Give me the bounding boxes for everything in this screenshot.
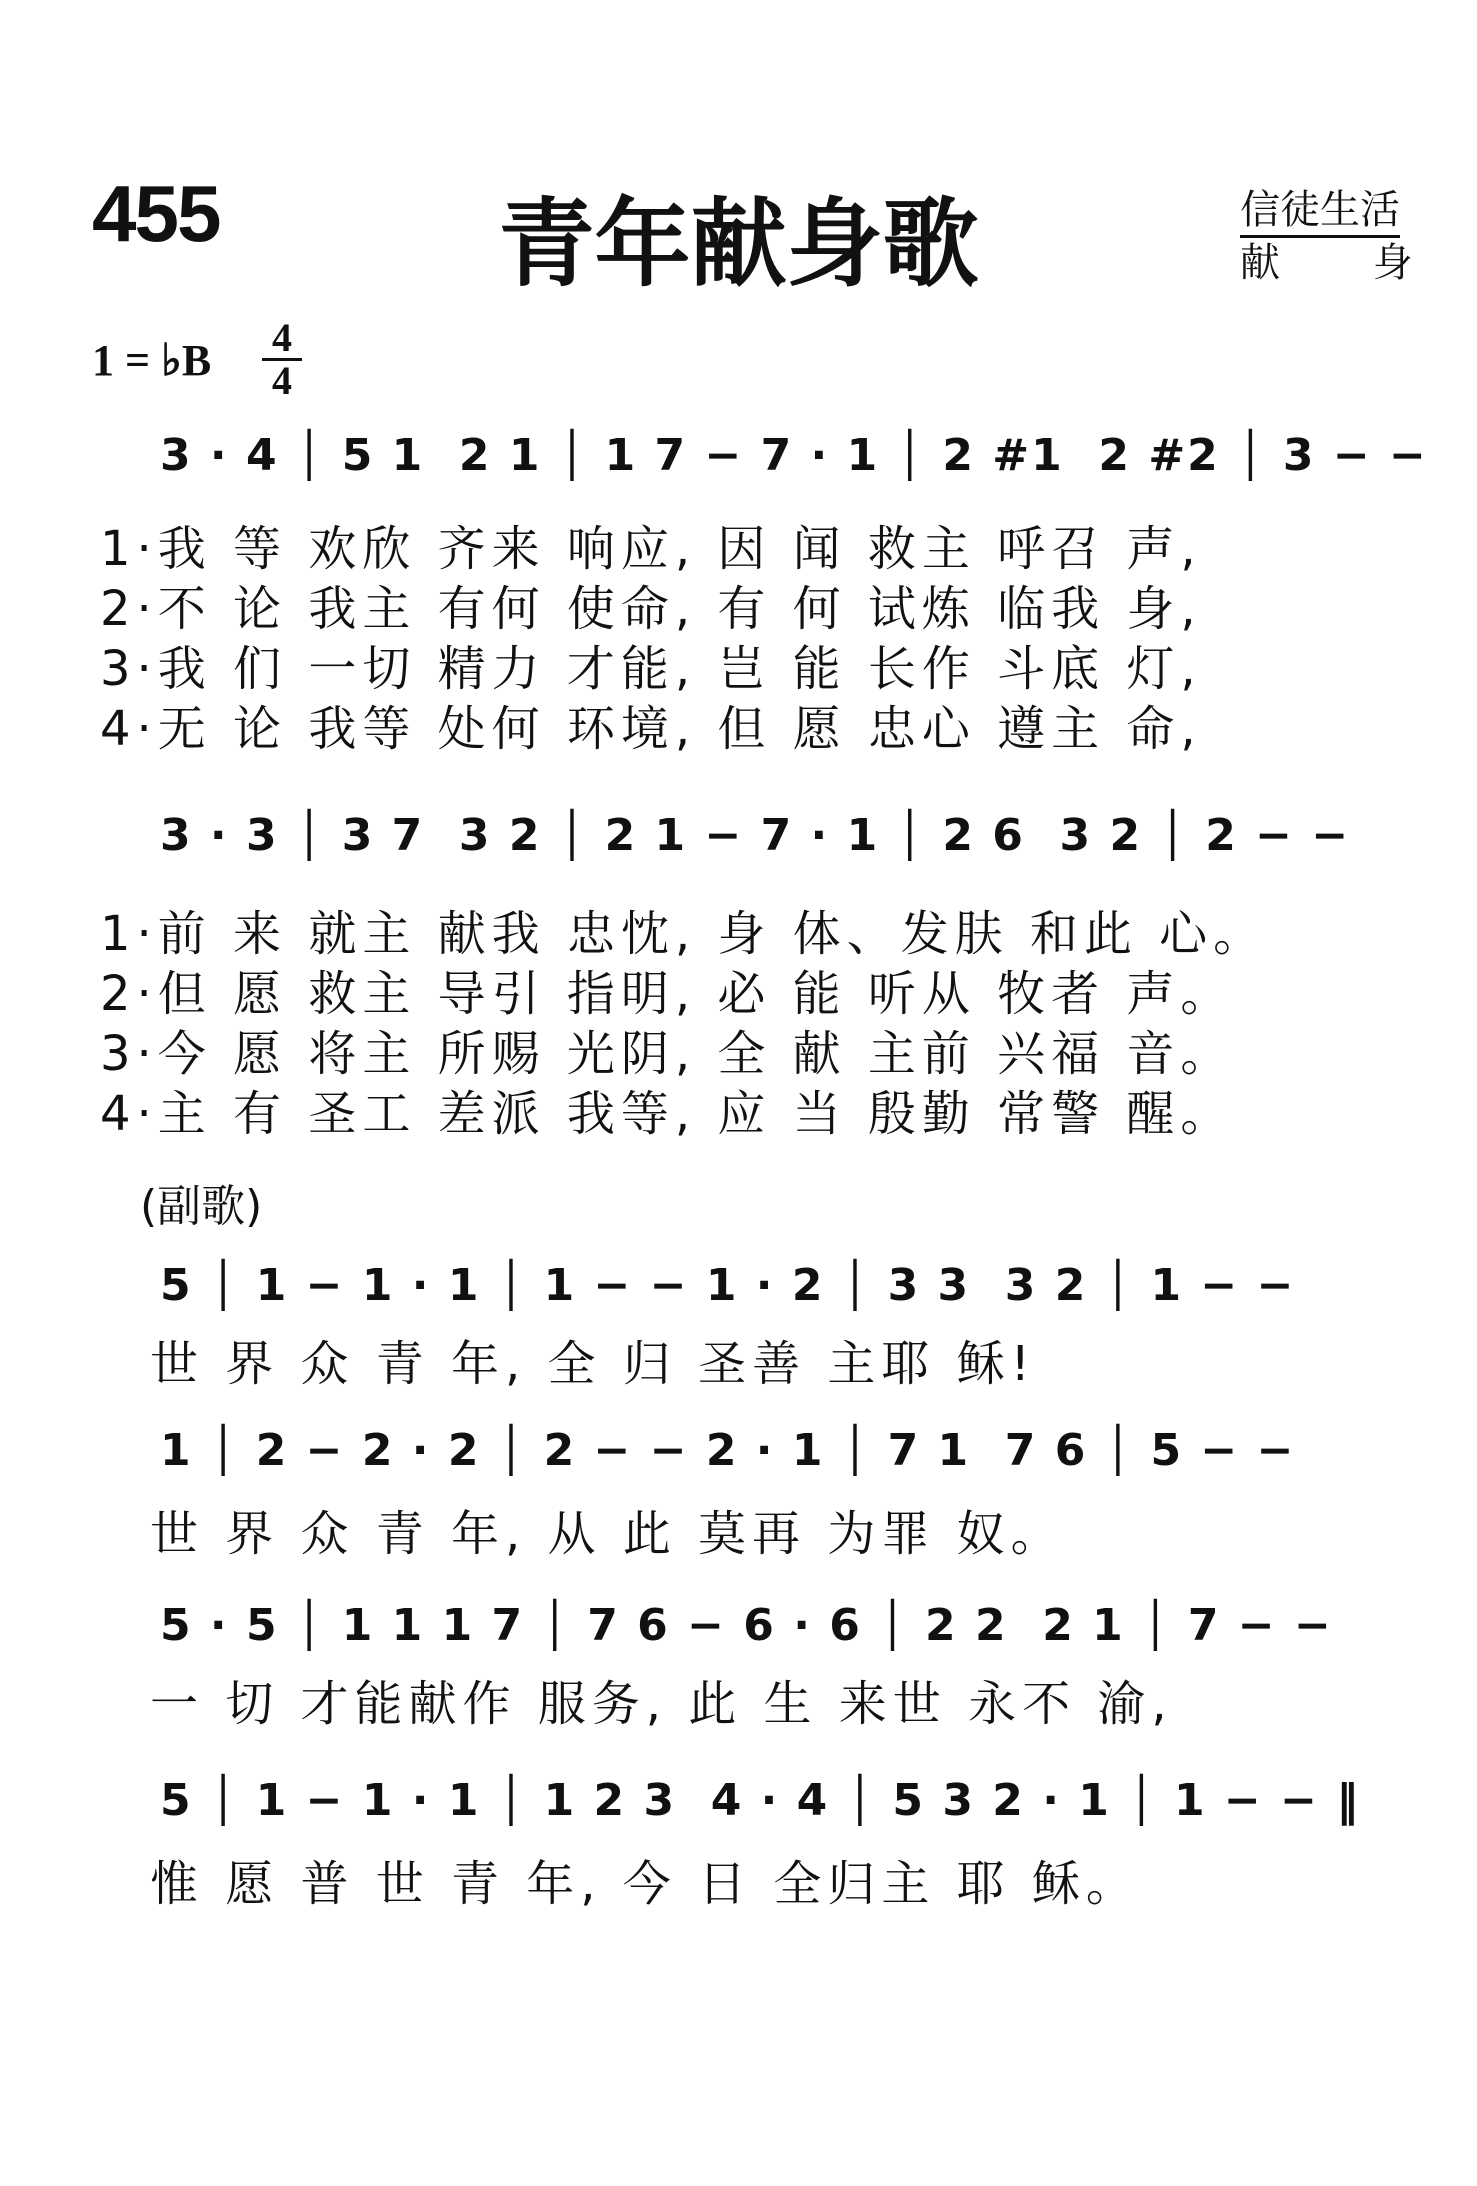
notes-line: 3 · 3 │ 3 7 3 2 │ 2 1 − 7 · 1 │ 2 6 3 2 │ 2 − − bbox=[160, 810, 1351, 861]
lyric-line: 世 界 众 青 年, 全 归 圣善 主耶 稣! bbox=[150, 1336, 1036, 1392]
category-line2: 献 身 bbox=[1240, 240, 1453, 286]
lyric-line: 2·但 愿 救主 导引 指明, 必 能 听从 牧者 声。 bbox=[100, 966, 1235, 1022]
category-line1: 信徒生活 bbox=[1240, 185, 1400, 238]
notes-line: 3 · 4 │ 5 1 2 1 │ 1 7 − 7 · 1 │ 2 #1 2 #2 │ 3 − − bbox=[160, 430, 1428, 481]
lyric-line: 4·主 有 圣工 差派 我等, 应 当 殷勤 常警 醒。 bbox=[100, 1086, 1235, 1142]
lyric-line: 惟 愿 普 世 青 年, 今 日 全归主 耶 稣。 bbox=[150, 1856, 1140, 1912]
time-bottom: 4 bbox=[262, 358, 302, 401]
lyric-line: 3·我 们 一切 精力 才能, 岂 能 长作 斗底 灯, bbox=[100, 641, 1202, 697]
notes-line: 5 │ 1 − 1 · 1 │ 1 2 3 4 · 4 │ 5 3 2 · 1 │ 1 − − ‖ bbox=[160, 1775, 1361, 1826]
key-signature: 1 = ♭B bbox=[92, 336, 212, 385]
page-title: 青年献身歌 bbox=[498, 188, 979, 300]
notes-line: 5 │ 1 − 1 · 1 │ 1 − − 1 · 2 │ 3 3 3 2 │ 1 − − bbox=[160, 1260, 1296, 1311]
notes-line: 1 │ 2 − 2 · 2 │ 2 − − 2 · 1 │ 7 1 7 6 │ 5 − − bbox=[160, 1425, 1296, 1476]
lyric-line: 4·无 论 我等 处何 环境, 但 愿 忠心 遵主 命, bbox=[100, 701, 1202, 757]
lyric-line: 世 界 众 青 年, 从 此 莫再 为罪 奴。 bbox=[150, 1506, 1065, 1562]
lyric-line: 1·前 来 就主 献我 忠忱, 身 体、发肤 和此 心。 bbox=[100, 906, 1268, 962]
chorus-label: (副歌) bbox=[140, 1181, 263, 1232]
lyric-line: 3·今 愿 将主 所赐 光阴, 全 献 主前 兴福 音。 bbox=[100, 1026, 1235, 1082]
time-top: 4 bbox=[272, 315, 292, 360]
notes-line: 5 · 5 │ 1 1 1 7 │ 7 6 − 6 · 6 │ 2 2 2 1 │ 7 − − bbox=[160, 1600, 1333, 1651]
time-signature bbox=[262, 315, 302, 403]
lyric-line: 1·我 等 欢欣 齐来 响应, 因 闻 救主 呼召 声, bbox=[100, 521, 1202, 577]
lyric-line: 2·不 论 我主 有何 使命, 有 何 试炼 临我 身, bbox=[100, 581, 1202, 637]
lyric-line: 一 切 才能献作 服务, 此 生 来世 永不 渝, bbox=[150, 1676, 1173, 1732]
hymn-number: 455 bbox=[92, 169, 220, 258]
category-label bbox=[1240, 185, 1453, 288]
